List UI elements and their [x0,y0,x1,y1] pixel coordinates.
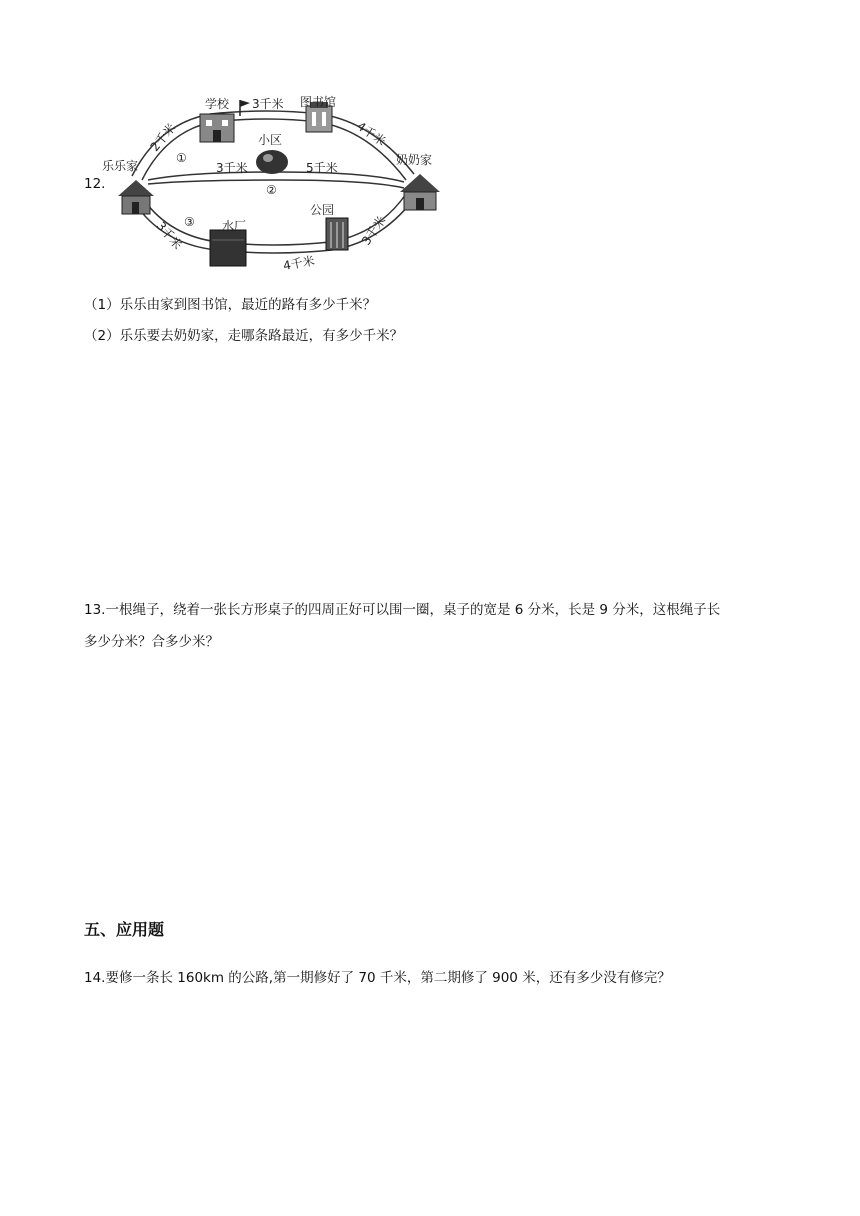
distance-home-school: 2千米 [147,120,179,154]
question-12-part-2: （2）乐乐要去奶奶家，走哪条路最近，有多少千米？ [84,328,404,344]
question-12-part-1: （1）乐乐由家到图书馆，最近的路有多少千米？ [84,297,377,313]
distance-waterplant-park: 4千米 [282,253,316,273]
distance-home-waterplant: 3千米 [153,218,185,253]
label-park: 公园 [310,203,335,217]
water-plant-icon [210,230,246,266]
question-13-line-1: 13.一根绳子，绕着一张长方形桌子的四周正好可以围一圈，桌子的宽是 6 分米，长是 9 分米，这根绳子长 [84,602,721,618]
distance-library-grandma: 4千米 [354,118,389,149]
question-12-number: 12. [84,176,106,192]
lele-home-icon [118,180,154,214]
question-14: 14.要修一条长 160km 的公路,第一期修好了 70 千米，第二期修了 900 米，还有多少没有修完？ [84,970,671,986]
section-5-title: 五、应用题 [84,920,165,939]
school-icon [200,114,234,142]
distance-school-library: 3千米 [252,97,284,111]
distance-home-community: 3千米 [216,161,248,175]
distance-park-grandma: 3千米 [358,213,389,248]
label-school: 学校 [205,97,230,111]
route-marker-3: ③ [184,215,195,229]
label-library: 图书馆 [300,95,337,109]
park-icon [326,218,348,250]
community-icon [256,150,288,174]
route-marker-1: ① [176,151,187,165]
label-water-plant: 水厂 [222,219,247,233]
flag-icon [240,100,250,116]
question-13-line-2: 多少分米？合多少米？ [84,634,219,650]
route-map-figure [98,84,450,282]
label-lele-home: 乐乐家 [102,159,139,173]
label-community: 小区 [258,133,283,147]
label-grandma-home: 奶奶家 [396,153,433,167]
distance-community-grandma: 5千米 [306,161,338,175]
route-marker-2: ② [266,183,277,197]
